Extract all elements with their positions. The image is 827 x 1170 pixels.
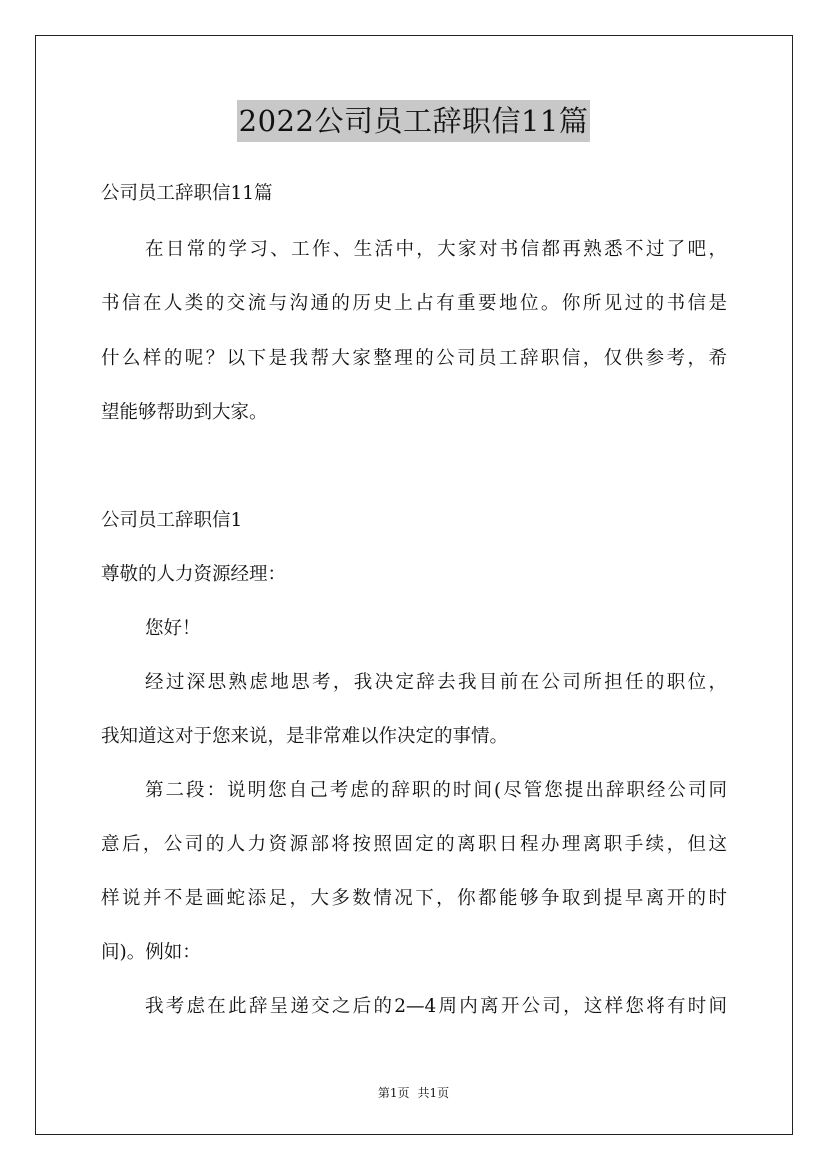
page-number: 第1页	[377, 1086, 410, 1100]
paragraph-line: 在日常的学习、工作、生活中，大家对书信都再熟悉不过了吧，	[145, 239, 727, 260]
paragraph-line: 第二段：说明您自己考虑的辞职的时间(尽管您提出辞职经公司同	[145, 780, 727, 801]
section-heading: 公司员工辞职信1	[101, 510, 243, 531]
paragraph-line: 间)。例如：	[101, 942, 201, 963]
document-title: 2022公司员工辞职信11篇	[237, 100, 591, 142]
page-footer	[0, 1085, 827, 1101]
paragraph-line: 样说并不是画蛇添足，大多数情况下，你都能够争取到提早离开的时	[101, 888, 727, 909]
paragraph-line: 我知道这对于您来说，是非常难以作决定的事情。	[101, 726, 509, 747]
paragraph-line: 我考虑在此辞呈递交之后的2—4周内离开公司，这样您将有时间	[145, 996, 727, 1017]
paragraph-line: 书信在人类的交流与沟通的历史上占有重要地位。你所见过的书信是	[101, 293, 727, 314]
paragraph-line: 经过深思熟虑地思考，我决定辞去我目前在公司所担任的职位，	[145, 672, 727, 693]
greeting-line: 您好！	[145, 618, 201, 639]
paragraph-line: 什么样的呢？以下是我帮大家整理的公司员工辞职信，仅供参考，希	[101, 348, 727, 369]
subtitle-line: 公司员工辞职信11篇	[101, 183, 273, 204]
title-container	[0, 100, 827, 142]
paragraph-line: 意后，公司的人力资源部将按照固定的离职日程办理离职手续，但这	[101, 834, 727, 855]
paragraph-line: 望能够帮助到大家。	[101, 402, 268, 423]
page-total: 共1页	[417, 1086, 450, 1100]
salutation-line: 尊敬的人力资源经理：	[101, 564, 287, 585]
